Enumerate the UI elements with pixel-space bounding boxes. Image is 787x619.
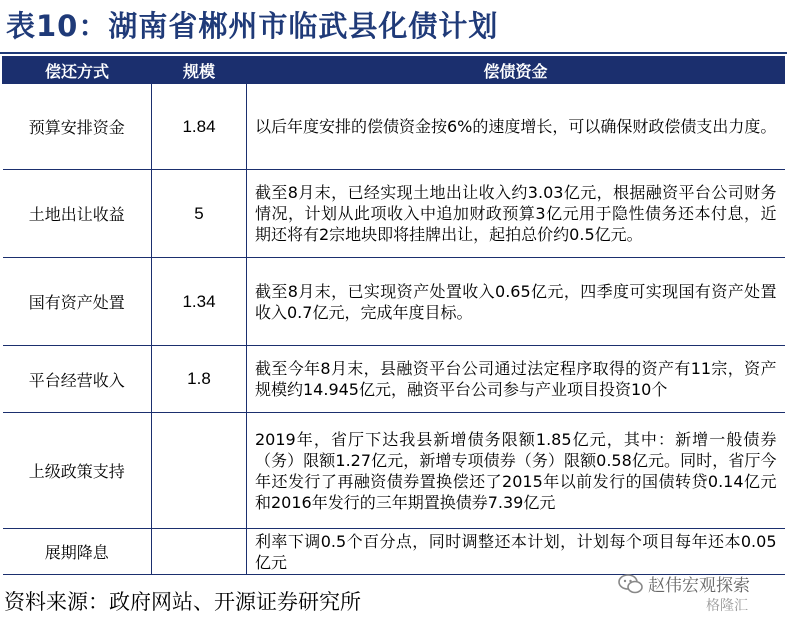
table-row: [3, 258, 785, 346]
row-scale: 5: [152, 170, 247, 258]
row-fund: 截至8月末，已实现资产处置收入0.65亿元，四季度可实现国有资产处置收入0.7亿元，完成年度目标。: [247, 258, 785, 346]
row-scale: 1.8: [152, 346, 247, 413]
watermark: [618, 567, 787, 617]
row-method: 土地出让收益: [3, 170, 152, 258]
row-fund: 截至今年8月末，县融资平台公司通过法定程序取得的资产有11宗，资产规模约14.945亿元，融资平台公司参与产业项目投资10个: [247, 346, 785, 413]
table-row: [3, 84, 785, 170]
wechat-icon: [618, 573, 644, 595]
watermark-site: 格隆汇: [706, 598, 748, 614]
row-fund: 利率下调0.5个百分点，同时调整还本计划，计划每个项目每年还本0.05亿元: [247, 529, 785, 575]
page-title: 表10：湖南省郴州市临武县化债计划: [6, 9, 499, 43]
table-header-row: [3, 57, 785, 84]
debt-plan-table: [2, 56, 785, 575]
row-method: 展期降息: [3, 529, 152, 575]
title-rule: [0, 52, 787, 54]
row-scale: 1.34: [152, 258, 247, 346]
row-fund: 2019年，省厅下达我县新增债务限额1.85亿元，其中：新增一般债券（务）限额1.27亿元，新增专项债券（务）限额0.58亿元。同时，省厅今年还发行了再融资债券置换偿还了2015年以前发行的国债转贷0.14亿元和2016年发行的三年期置换债券7.39亿元: [247, 413, 785, 529]
watermark-account: 赵伟宏观探索: [648, 576, 750, 596]
source-note: 资料来源：政府网站、开源证券研究所: [4, 590, 361, 614]
row-method: 预算安排资金: [3, 84, 152, 170]
header-scale: 规模: [152, 57, 247, 84]
row-scale: [152, 529, 247, 575]
row-fund: 以后年度安排的偿债资金按6%的速度增长，可以确保财政偿债支出力度。: [247, 84, 785, 170]
row-scale: 1.84: [152, 84, 247, 170]
row-method: 平台经营收入: [3, 346, 152, 413]
row-method: 上级政策支持: [3, 413, 152, 529]
table-row: [3, 413, 785, 529]
row-fund: 截至8月末，已经实现土地出让收入约3.03亿元，根据融资平台公司财务情况，计划从此项收入中追加财政预算3亿元用于隐性债务还本付息，近期还将有2宗地块即将挂牌出让，起拍总价约0.5亿元。: [247, 170, 785, 258]
header-fund: 偿债资金: [247, 57, 785, 84]
row-scale: [152, 413, 247, 529]
table-row: [3, 170, 785, 258]
row-method: 国有资产处置: [3, 258, 152, 346]
header-method: 偿还方式: [3, 57, 152, 84]
table-row: [3, 346, 785, 413]
